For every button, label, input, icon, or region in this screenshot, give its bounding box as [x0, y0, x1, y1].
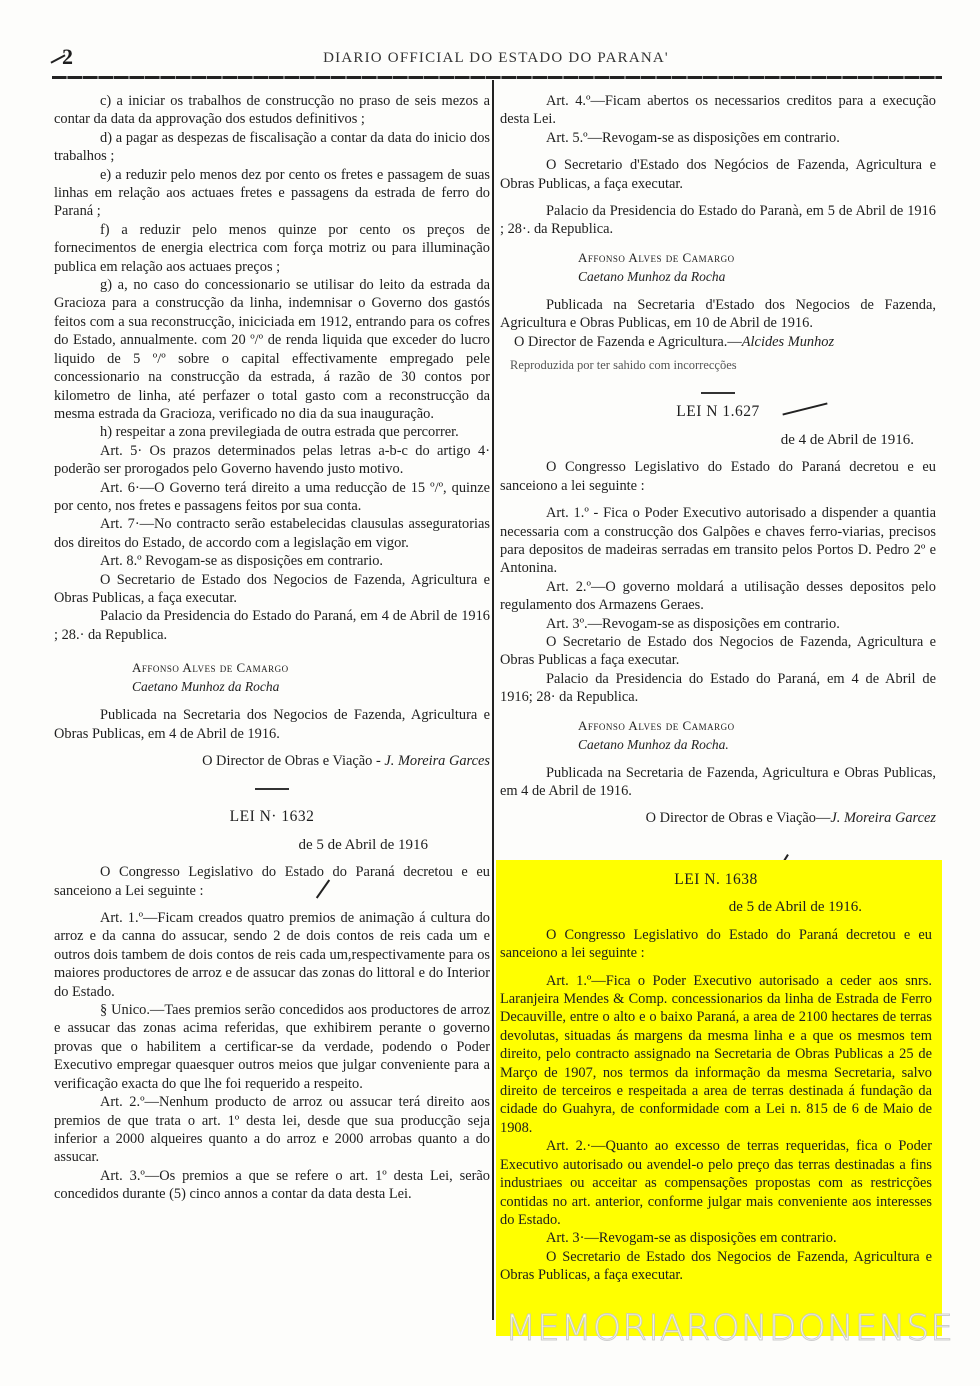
clause-e: e) a reduzir pelo menos dez por cento os fretes e passagem de suas linhas em relação aos actuaes fretes e passagens da estrada de ferro do Paraná ;	[54, 166, 490, 220]
signature-secretary: Caetano Munhoz da Rocha	[578, 268, 726, 284]
secretary-order: O Secretario de Estado dos Negocios de Fazenda, Agricultura e Obras Publicas, a faça executar.	[54, 571, 490, 606]
signature-governor: Affonso Alves de Camargo	[578, 249, 735, 265]
article-8: Art. 8.º Revogam-se as disposições em contrario.	[100, 553, 384, 570]
signature-secretary: Caetano Munhoz da Rocha	[132, 679, 280, 695]
law-1627-signature-secretary: Caetano Munhoz da Rocha.	[578, 736, 729, 752]
law-1638-article-1: Art. 1.º—Fica o Poder Executivo autorisado a ceder aos snrs. Laranjeira Mendes & Comp. concessionarios da linha de Estrada de Ferro Decauville, entre o alto e o baixo Paraná, a area de 2100 hectares de terras devolutas, situadas ás margens da mesma linha e a que os mesmos tem direito, pelo contracto assignado na Secretaria de Obras Publicas a 25 de Março de 1907, nos termos da informação da mesma Secretaria, salvo direito de terceiros e respeitada a area de terras destinada á fundação da cidade do Guahyra, de conformidade com a Lei n. 815 de 6 de Maio de 1908.	[500, 972, 932, 1136]
right-column	[500, 92, 936, 828]
law-1632-article-3: Art. 3.º—Os premios a que se refere o art. 1º desta Lei, serão concedidos durante (5) cinco annos a contar da data desta Lei.	[54, 1167, 490, 1203]
law-1627-signature-governor: Affonso Alves de Camargo	[578, 717, 735, 733]
law-1632-sole-paragraph: § Unico.—Taes premios serão concedidos aos productores de arroz e assucar das zonas acima referidas, que exhibirem perante o governo provas que o habilitem a certificar-se da verdade, podendo o Poder Executivo empregar quaesquer outros meios que julgar conveniente para a verificação exacta do que lhe foi requerido a respeito.	[54, 1002, 490, 1092]
law-1638-section	[500, 871, 932, 1285]
director-line	[500, 333, 936, 351]
newspaper-title: DIARIO OFFICIAL DO ESTADO DO PARANA'	[323, 50, 669, 66]
law-1627-article-3: Art. 3º.—Revogam-se as disposições em contrario.	[546, 615, 840, 632]
article-5-revoke: Art. 5.º—Revogam-se as disposições em contrario.	[546, 129, 840, 146]
law-1638-article-2: Art. 2.·—Quanto ao excesso de terras requeridas, fica o Poder Executivo autorisado ou avendel-o pelo preço das terras destinadas a fins industriaes ou acceitar as compensações propostas com as restricções contidas no art. anterior, conforme julgar mais conveniente aos interesses do Estado.	[500, 1138, 932, 1228]
reproduced-note: Reproduzida por ter sahido com incorrecções	[510, 358, 737, 373]
law-1627-article-1: Art. 1.º - Fica o Poder Executivo autorisado a dispender a quantia necessaria com a construcção dos Galpões e chaves ferro-viarias, precisos para depositos de madeiras serradas em transito pelos Portos D. Pedro 2º e Antonina.	[500, 505, 936, 577]
law-1638-preamble: O Congresso Legislativo do Estado do Paraná decretou e eu sanceiono a lei seguinte :	[500, 926, 932, 962]
left-column	[54, 92, 490, 1204]
law-1632-preamble: O Congresso Legislativo do Estado do Paraná decretou e eu sanceiono a Lei seguinte :	[54, 864, 490, 899]
law-1627-title: LEI N 1.627	[676, 403, 760, 421]
clause-h: h) respeitar a zona previlegiada de outra estrada que percorrer.	[100, 424, 459, 441]
law-1627-palace-dateline: Palacio da Presidencia do Estado do Paraná, em 4 de Abril de 1916; 28· da Republica.	[500, 670, 936, 706]
law-1638-title: LEI N. 1638	[674, 871, 758, 888]
palace-dateline: Palacio da Presidencia do Estado do Paranà, em 5 de Abril de 1916 ; 28·. da Republica.	[500, 203, 936, 238]
article-7: Art. 7·—No contracto serão estabelecidas clausulas asseguratorias dos direitos do Estado, de accordo com a legislação em vigor.	[54, 516, 490, 551]
clause-d: d) a pagar as despezas de fiscalisação a contar da data do inicio dos trabalhos ;	[54, 129, 490, 165]
clause-g: g) a, no caso do concessionario se utilisar do leito da estrada da Gracioza para a construcção da linha, indemnisar o Governo dos gastós feitos com a sua reconstrucção, iniciciada em 1912, entrando para os cofres do Estado, annualmente. com 20 º/º de renda liquida que exceder do lucro liquido de 5 º/º sobre o capital effectivamente empregado pele concessionario na construcção da estrada, á razão de 30 contos por kilometro de linha, até perfazer o total gasto com a reconstrucção da mesma estrada da Gracioza, verificado no dia da sua inauguração.	[54, 277, 490, 422]
article-4: Art. 4.º—Ficam abertos os necessarios creditos para a execução desta Lei.	[500, 93, 936, 128]
watermark: MEMORIARONDONENSE	[505, 1308, 954, 1349]
law-1638-date: de 5 de Abril de 1916.	[728, 899, 862, 916]
director-name: J. Moreira Garcez	[830, 810, 936, 827]
clause-c: c) a iniciar os trabalhos de construcção no praso de seis mezos a contar da data da approvação dos estudos definitivos ;	[54, 93, 490, 128]
law-1627-article-2: Art. 2.º—O governo moldará a utilisação desses depositos pelo regulamento dos Armazens Geraes.	[500, 578, 936, 614]
law-1627-publication-note: Publicada na Secretaria de Fazenda, Agricultura e Obras Publicas, em 4 de Abril de 1916.	[500, 764, 936, 799]
law-1632-article-2: Art. 2.º—Nenhum producto de arroz ou assucar terá direito aos premios de que trata o art. 1º desta lei, desde que sua producção seja inferior a 2000 alqueires quanto a do arroz e 2000 arrobas quanto a do assucar.	[54, 1094, 490, 1166]
director-label: O Director de Fazenda e Agricultura.—	[514, 333, 742, 350]
director-name: Alcides Munhoz	[741, 333, 835, 350]
article-5: Art. 5· Os prazos determinados pelas letras a-b-c do artigo 4· poderão ser prorogados pelo Governo havendo justo motivo.	[54, 442, 490, 478]
secretary-order: O Secretario d'Estado dos Negócios de Fazenda, Agricultura e Obras Publicas, a faça executar.	[500, 157, 936, 192]
article-6: Art. 6·—O Governo terá direito a uma reducção de 15 º/º, quinze por cento, nos fretes e passagens feitos por sua conta.	[54, 479, 490, 514]
director-label: O Director de Obras e Viação—	[645, 810, 831, 827]
director-name: J. Moreira Garces	[384, 753, 490, 769]
signature-governor: Affonso Alves de Camargo	[132, 660, 289, 676]
law-1627-director-line	[500, 809, 936, 827]
palace-dateline: Palacio da Presidencia do Estado do Paraná, em 4 de Abril de 1916 ; 28.· da Republica.	[54, 608, 490, 643]
director-label: O Director de Obras e Viação -	[202, 753, 381, 769]
clause-f: f) a reduzir pelo menos quinze por cento os preços de fornecimentos de energia electrica com força motriz ou para illuminação publica em relação aos actuaes preços ;	[54, 221, 490, 275]
law-1627-secretary-order: O Secretario de Estado dos Negocios de Fazenda, Agricultura e Obras Publicas a faça executar.	[500, 633, 936, 669]
law-1627-preamble: O Congresso Legislativo do Estado do Paraná decretou e eu sanceiono a lei seguinte :	[500, 459, 936, 494]
law-1632-date: de 5 de Abril de 1916	[298, 836, 428, 853]
law-1638-article-3: Art. 3·—Revogam-se as disposições em contrario.	[546, 1230, 837, 1247]
publication-note: Publicada na Secretaria d'Estado dos Negocios de Fazenda, Agricultura e Obras Publicas, em 10 de Abril de 1916.	[500, 296, 936, 332]
law-1638-secretary-order: O Secretario de Estado dos Negocios de Fazenda, Agricultura e Obras Publicas, a faça executar.	[500, 1248, 932, 1284]
page-header	[52, 44, 940, 70]
law-1632-title: LEI N· 1632	[229, 808, 315, 826]
page-number: 2	[62, 44, 73, 69]
law-1632-article-1: Art. 1.º—Ficam creados quatro premios de animação á cultura do arroz e da canna do assucar, sendo 2 de dois contos de reis cada um e outros dois tambem de dois contos de reis cada um,respectivamente para os maiores productores de arroz e de assucar das zonas do littoral e do Interior do Estado.	[54, 910, 490, 1000]
publication-note: Publicada na Secretaria dos Negocios de Fazenda, Agricultura e Obras Publicas, em 4 de Abril de 1916.	[54, 707, 490, 742]
column-divider	[492, 80, 494, 1320]
header-rule	[52, 76, 942, 79]
director-line	[54, 752, 490, 770]
law-1627-date: de 4 de Abril de 1916.	[780, 431, 914, 448]
